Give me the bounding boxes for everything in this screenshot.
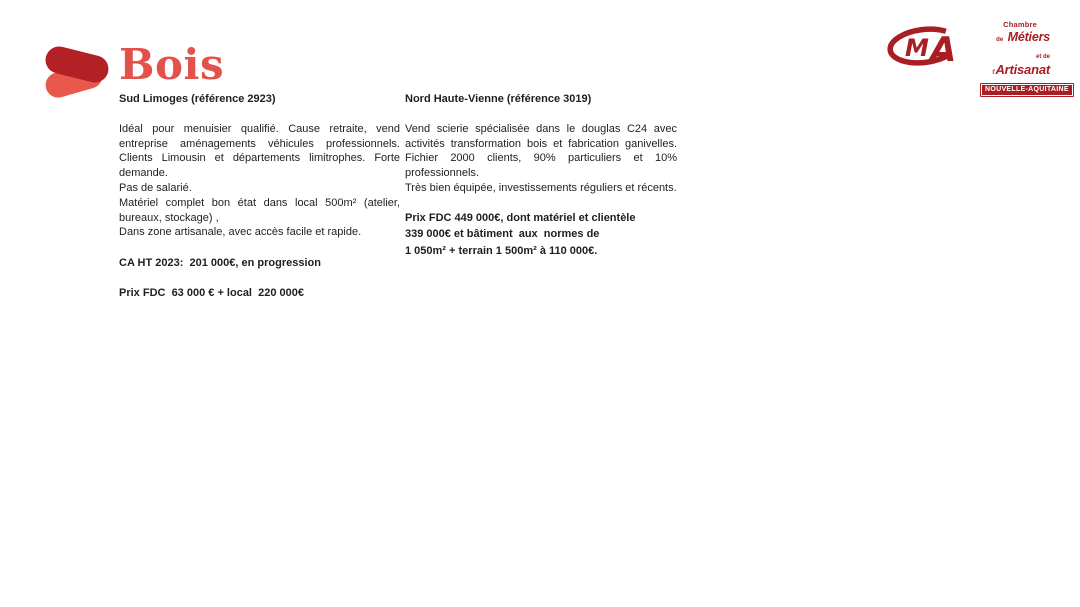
- listing-body: [405, 122, 677, 196]
- cma-de-label: de: [996, 36, 1004, 43]
- cma-letter-a: A: [930, 30, 957, 70]
- listing-price-line: 1 050m² + terrain 1 500m² à 110 000€.: [405, 244, 598, 257]
- listing-sud-limoges: [119, 92, 400, 301]
- cma-etdel-label: et de l': [992, 53, 1050, 77]
- listing-heading: Nord Haute-Vienne (référence 3019): [405, 93, 592, 105]
- listing-price-block: [405, 210, 677, 260]
- cma-mark-icon: [886, 21, 978, 71]
- listing-paragraph: Pas de salarié.: [119, 181, 192, 194]
- listing-nord-haute-vienne: [405, 92, 677, 259]
- cma-letter-m: M: [905, 34, 929, 62]
- cma-artisanat-line: [980, 46, 1050, 80]
- brand-arrow-icon: [45, 42, 119, 100]
- listing-price-line: Prix FDC 63 000 € + local 220 000€: [119, 286, 304, 299]
- listing-paragraph: Très bien équipée, investissements réguliers et récents.: [405, 181, 677, 194]
- listing-revenue-line: CA HT 2023: 201 000€, en progression: [119, 256, 321, 269]
- listing-price-line: 339 000€ et bâtiment aux normes de: [405, 228, 600, 241]
- cma-chambre-label: Chambre: [1003, 20, 1037, 29]
- listing-paragraph: Vend scierie spécialisée dans le douglas C24 avec activités transformation bois et fabrication ganivelles. Fichier 2000 clients, 90% particuliers et 10% professionnels.: [405, 122, 677, 180]
- cma-metiers-line: [980, 29, 1050, 46]
- cma-metiers-label: Métiers: [1007, 29, 1050, 44]
- page-title: Bois: [119, 40, 225, 89]
- cma-wordmark: [980, 20, 1069, 97]
- cma-region-badge: NOUVELLE-AQUITAINE: [980, 83, 1074, 97]
- listing-paragraph: Idéal pour menuisier qualifié. Cause retraite, vend entreprise aménagements véhicules professionnels. Clients Limousin et départements limitrophes. Forte demande.: [119, 122, 400, 180]
- listing-paragraph: Matériel complet bon état dans local 500m² (atelier, bureaux, stockage) ,: [119, 196, 400, 224]
- listing-price-line: Prix FDC 449 000€, dont matériel et clientèle: [405, 211, 636, 224]
- cma-logo: [886, 20, 1069, 97]
- cma-artisanat-label: Artisanat: [995, 62, 1050, 78]
- listing-heading: Sud Limoges (référence 2923): [119, 93, 276, 105]
- listing-body: [119, 122, 400, 240]
- listing-paragraph: Dans zone artisanale, avec accès facile et rapide.: [119, 226, 362, 239]
